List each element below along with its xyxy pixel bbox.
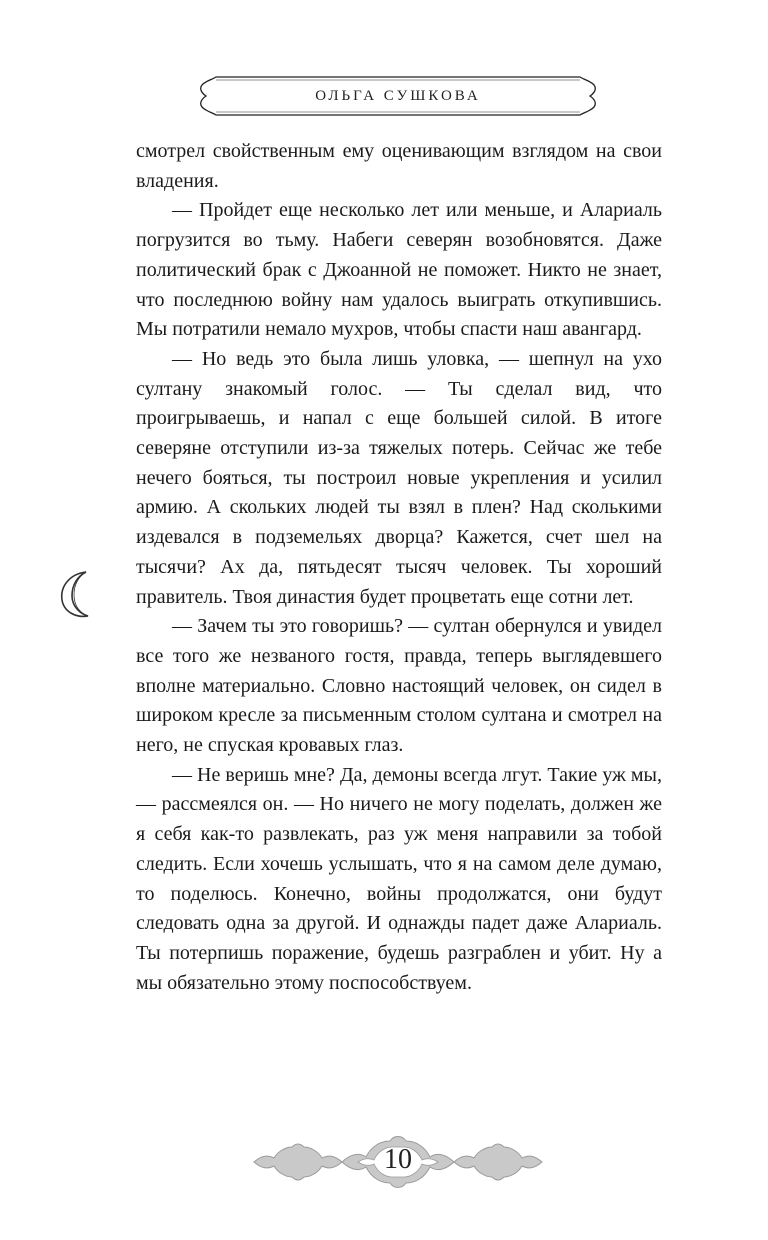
paragraph: — Не веришь мне? Да, демоны всегда лгут. Такие уж мы, — рассмеялся он. — Но ничего не могу поделать, должен же я себя как-то развлекать, раз уж меня направили за тобой следить. Если хочешь услышать, что я на самом деле думаю, то поделюсь. Конечно, войны продолжатся, они будут следовать одна за другой. И однажды падет даже Алариаль. Ты потерпишь поражение, будешь разграблен и убит. Ну а мы обязательно этому поспособствуем. — [136, 763, 662, 994]
right-cartouche-ornament — [454, 1144, 542, 1180]
paragraph: — Зачем ты это говоришь? — султан обернулся и увидел все того же незваного гостя, правда, теперь выглядевшего вполне материально. Словно настоящий человек, он сидел в широком кресле за письменным столом султана и смотрел на него, не спуская кровавых глаз. — [136, 615, 662, 757]
page-body — [136, 137, 662, 998]
page-number: 10 — [384, 1144, 412, 1175]
author-name: ОЛЬГА СУШКОВА — [315, 88, 481, 104]
paragraph: смотрел свойственным ему оценивающим взглядом на свои владения. — [136, 140, 662, 192]
paragraph: — Пройдет еще несколько лет или меньше, и Алариаль погрузится во тьму. Набеги северян возобновятся. Даже политический брак с Джоанной не поможет. Никто не знает, что последнюю войну нам удалось выиграть откупившись. Мы потратили немало мухров, чтобы спасти наш авангард. — [136, 199, 662, 341]
running-header — [196, 73, 600, 119]
paragraph: — Но ведь это была лишь уловка, — шепнул на ухо султану знакомый голос. — Ты сделал вид, что проигрываешь, и напал с еще большей силой. В итоге северяне отступили из-за тяжелых потерь. Сейчас же тебе нечего бояться, ты построил новые укрепления и усилил армию. А скольких людей ты взял в плен? Над сколькими издевался в подземельях дворца? Кажется, счет шел на тысячи? Ах да, пятьдесят тысяч человек. Ты хороший правитель. Твоя династия будет процветать еще сотни лет. — [136, 347, 662, 608]
left-cartouche-ornament — [254, 1144, 342, 1180]
crescent-moon-icon — [56, 568, 106, 620]
